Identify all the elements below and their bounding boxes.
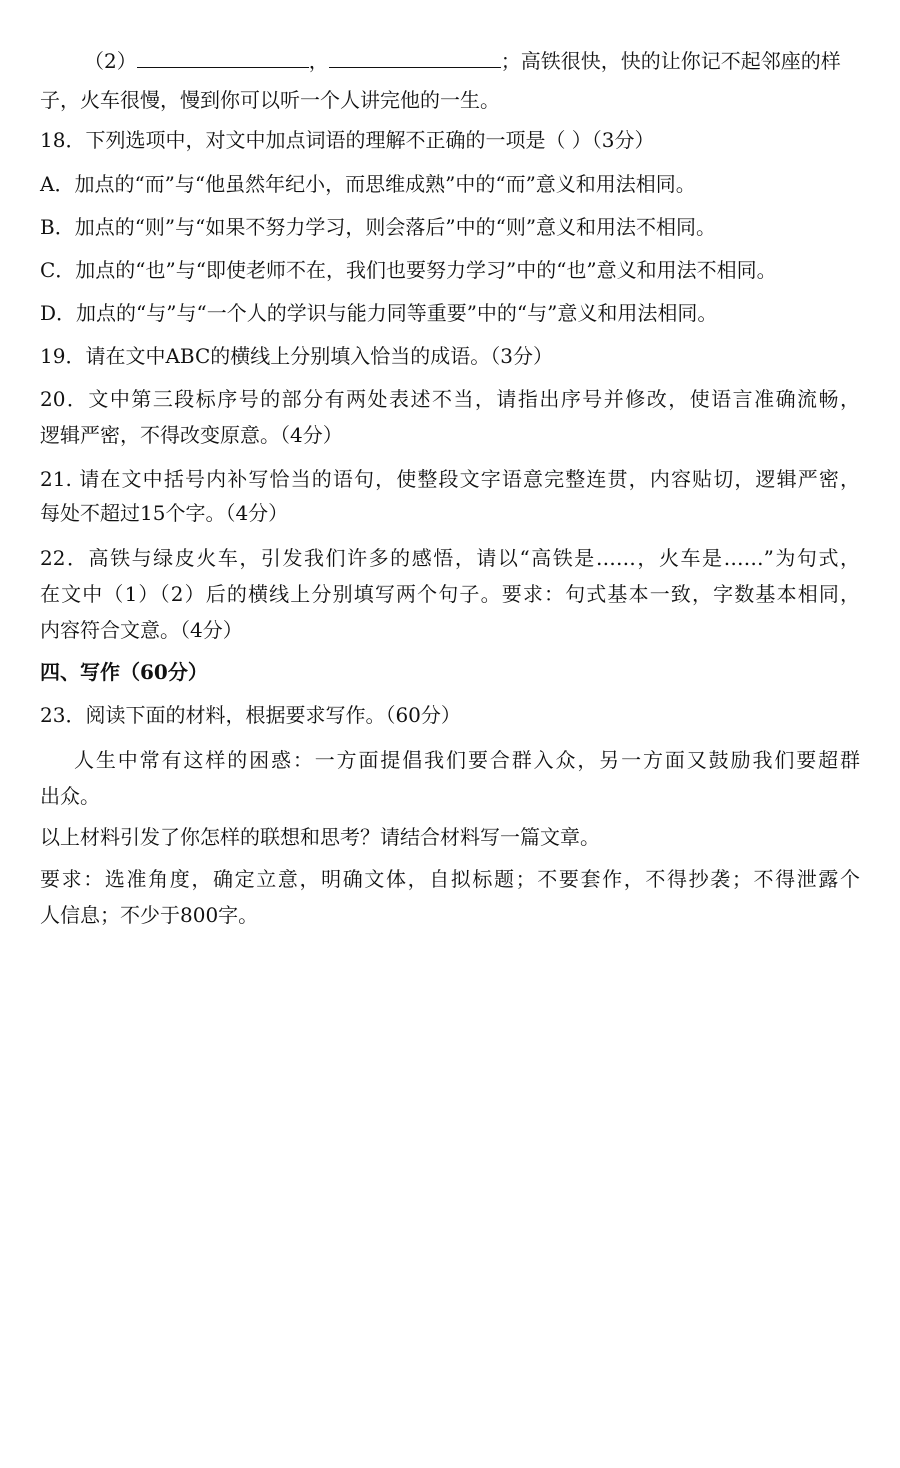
q18-option-a: A．加点的“而”与“他虽然年纪小，而思维成熟”中的“而”意义和用法相同。 xyxy=(40,172,696,196)
writing-prompt: 以上材料引发了你怎样的联想和思考？请结合材料写一篇文章。 xyxy=(40,825,600,849)
q21-line-2: 每处不超过15个字。（4分） xyxy=(40,501,289,525)
material-line-2: 出众。 xyxy=(40,784,100,808)
q22-line-1: 22．高铁与绿皮火车，引发我们许多的感悟，请以“高铁是……，火车是……”为句式， xyxy=(40,546,860,570)
fill-label: （2） xyxy=(84,49,137,73)
q23: 23．阅读下面的材料，根据要求写作。（60分） xyxy=(40,703,461,727)
fill-comma: ， xyxy=(308,49,329,73)
q20-line-1: 20．文中第三段标序号的部分有两处表述不当，请指出序号并修改，使语言准确流畅， xyxy=(40,387,860,411)
q21-line-1: 21. 请在文中括号内补写恰当的语句，使整段文字语意完整连贯，内容贴切，逻辑严密， xyxy=(40,467,860,491)
fill-blank-line xyxy=(84,48,864,74)
q18-option-d: D．加点的“与”与“一个人的学识与能力同等重要”中的“与”意义和用法相同。 xyxy=(40,301,718,325)
fill-continuation: 子，火车很慢，慢到你可以听一个人讲完他的一生。 xyxy=(40,88,500,112)
section-title: 四、写作（60分） xyxy=(40,660,208,684)
q19: 19．请在文中ABC的横线上分别填入恰当的成语。（3分） xyxy=(40,344,553,368)
q18-stem: 18．下列选项中，对文中加点词语的理解不正确的一项是（ ）（3分） xyxy=(40,128,655,152)
answer-blank-2[interactable] xyxy=(329,49,501,68)
requirements-line-2: 人信息；不少于800字。 xyxy=(40,903,259,927)
material-line-1: 人生中常有这样的困惑：一方面提倡我们要合群入众，另一方面又鼓励我们要超群 xyxy=(74,748,860,772)
q22-line-2: 在文中（1）（2）后的横线上分别填写两个句子。要求：句式基本一致，字数基本相同， xyxy=(40,582,860,606)
q18-option-c: C．加点的“也”与“即使老师不在，我们也要努力学习”中的“也”意义和用法不相同。 xyxy=(40,258,777,282)
answer-blank-1[interactable] xyxy=(137,49,309,68)
q18-option-b: B．加点的“则”与“如果不努力学习，则会落后”中的“则”意义和用法不相同。 xyxy=(40,215,717,239)
q20-line-2: 逻辑严密，不得改变原意。（4分） xyxy=(40,423,343,447)
fill-tail: ；高铁很快，快的让你记不起邻座的样 xyxy=(500,49,841,73)
q22-line-3: 内容符合文意。（4分） xyxy=(40,618,243,642)
requirements-line-1: 要求：选准角度，确定立意，明确文体，自拟标题；不要套作，不得抄袭；不得泄露个 xyxy=(40,867,860,891)
